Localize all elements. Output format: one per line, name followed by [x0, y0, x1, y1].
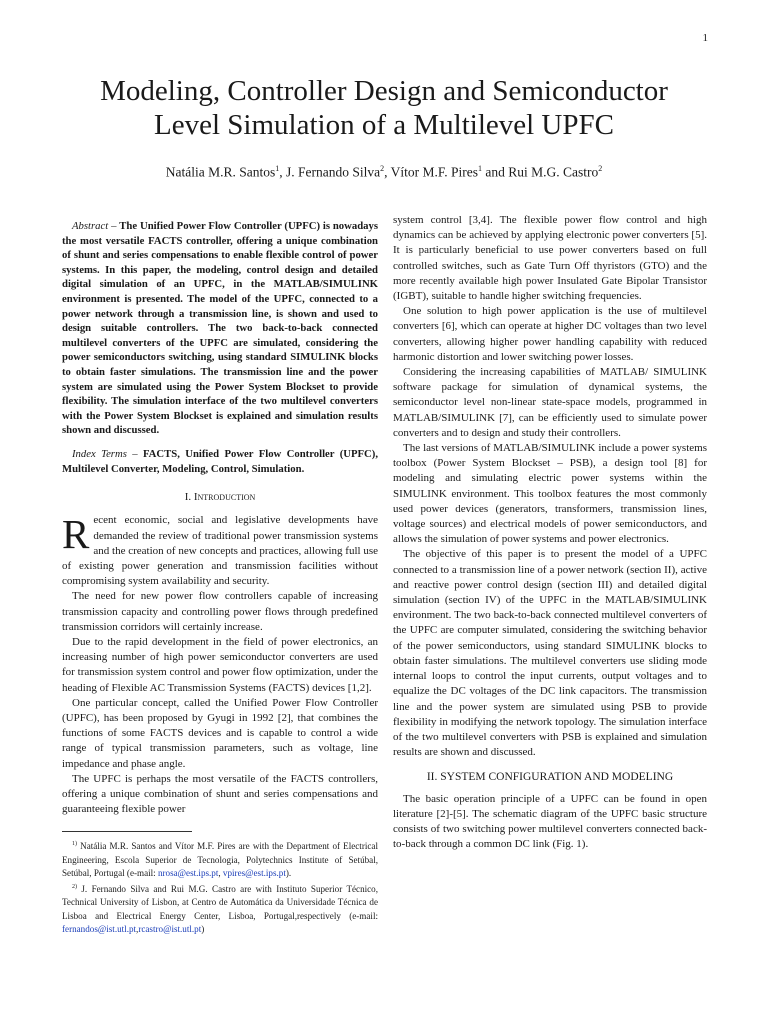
email-link-vpires[interactable]: vpires@est.ips.pt: [222, 868, 286, 879]
footnote-2-sep: ,: [136, 924, 139, 935]
intro-paragraph-3: Due to the rapid development in the field of power electronics, an increasing number of high power semiconductor converters are used for transmission system control and power flow optimization, under the heading of Flexible AC Transmission Systems (FACTS) devices [1,2].: [62, 635, 378, 694]
page-number: 1: [702, 32, 708, 44]
footnote-2: [62, 881, 378, 937]
footnote-2-mark: 2): [72, 883, 77, 890]
index-terms-dash: –: [126, 447, 143, 460]
paper-title: [40, 74, 728, 142]
footnote-1-text: Natália M.R. Santos and Vítor M.F. Pires are with the Department of Electrical Engineering, Escola Superior de Tecnologia, Polytechnics Institute of Setúbal, Setúbal, Portugal (e-mail:: [62, 841, 378, 879]
footnote-2-text: J. Fernando Silva and Rui M.G. Castro are with Instituto Superior Técnico, Technical University of Lisbon, at Centro de Automática da Universidade Técnica de Lisboa and Electrical Energy Center, Lisboa, Portugal,respectively (e-mail:: [62, 883, 378, 921]
title-line-1: Modeling, Controller Design and Semiconductor: [100, 75, 668, 107]
section-1-title: Introduction: [193, 491, 256, 504]
index-terms: [62, 447, 378, 476]
intro-p1-text: ecent economic, social and legislative developments have demanded the review of traditional power transmission systems and the creation of new concepts and practices, allowing full use of existing power generation and transmission facilities without compromising system availability and security.: [62, 514, 378, 588]
abstract-text: The Unified Power Flow Controller (UPFC) is nowadays the most versatile FACTS controller, offering a unique combination of shunt and series compensations to enable flexible control of power systems. In this paper, the modeling, control design and detailed digital simulation of an UPFC, in the MATLAB/SIMULINK environment is presented. The model of the UPFC, connected to a power network through a transmission line, is shown and used to design suitable controllers. The two back-to-back connected multilevel converters of the UPFC are simulated, considering the power semiconductors switching, using standard SIMULINK blocks to obtain faster simulations. The transmission line and the power system are simulated using the Power System Blockset to provide flexibility. The simulation interface of the two multilevel converters with the Power System Blockset is explained and simulation results shown and discussed.: [62, 220, 379, 437]
index-terms-label: Index Terms: [72, 447, 127, 460]
email-link-fernandos[interactable]: fernandos@ist.utl.pt: [62, 924, 137, 935]
author-1-affil: 1: [275, 164, 280, 173]
author-1: Natália M.R. Santos: [165, 164, 276, 180]
right-paragraph-4: The last versions of MATLAB/SIMULINK include a power systems toolbox (Power System Blockset – PSB), a design tool [8] for modeling and simulating electric power systems within the SIMULINK environment. This toolbox features the most commonly used power devices (generators, transformers, transmission lines, voltage sources) and electrical models of power semiconductors, and allows the simulation of power systems and power electronics.: [393, 442, 707, 546]
right-column: [393, 213, 707, 852]
email-link-nrosa[interactable]: nrosa@est.ips.pt: [157, 868, 219, 879]
right-paragraph-6: The basic operation principle of a UPFC can be found in open literature [2]-[5]. The schematic diagram of the UPFC basic structure consists of two switching power multilevel converters connected back-to-back through a common DC link (Fig. 1).: [393, 792, 707, 851]
author-3: , Vítor M.F. Pires: [384, 164, 479, 180]
author-2: , J. Fernando Silva: [279, 164, 381, 180]
title-line-2: Level Simulation of a Multilevel UPFC: [154, 109, 614, 141]
right-paragraph-3: Considering the increasing capabilities of MATLAB/ SIMULINK software package for simulation of dynamical systems, the semiconductor level non-linear state-space models, programmed in MATLAB/SIMULINK [7], can be efficiently used to simulate power converters and to design and study their controllers.: [393, 366, 707, 439]
abstract-label: Abstract: [72, 220, 109, 232]
left-column: [62, 219, 378, 937]
section-1-heading: [62, 490, 378, 505]
section-2-heading: II. SYSTEM CONFIGURATION AND MODELING: [426, 771, 674, 784]
footnote-2-end: ): [201, 924, 205, 935]
author-2-affil: 2: [380, 164, 385, 173]
intro-paragraph-2: The need for new power flow controllers capable of increasing transmission capacity and controlling power flows through predefined transmission corridors will certainly increase.: [62, 590, 378, 633]
intro-paragraph-4: One particular concept, called the Unified Power Flow Controller (UPFC), has been proposed by Gyugi in 1992 [2], that combines the functions of some FACTS devices and is capable to control a wide range of typical transmission parameters, such as voltage, line impedance and phase angle.: [62, 696, 378, 770]
author-list: [40, 164, 728, 181]
drop-cap: R: [62, 511, 90, 558]
author-4: and Rui M.G. Castro: [482, 164, 599, 180]
right-paragraph-1: system control [3,4]. The flexible power flow control and high dynamics can be achieved by applying electronic power converters [5]. It is particularly beneficial to use power converters based on full controlled switches, such as Gate Turn Off thyristors (GTO) and the more recently available high power Insulated Gate Bipolar Transistor (IGBT), suitable to handle higher switching frequencies.: [393, 214, 707, 303]
email-link-rcastro[interactable]: rcastro@ist.utl.pt: [138, 924, 202, 935]
intro-paragraph-1: [62, 513, 378, 589]
section-1-number: I.: [184, 491, 194, 504]
footnote-1-end: ).: [285, 868, 292, 879]
abstract-dash: –: [108, 220, 120, 232]
footnote-rule: [62, 831, 192, 832]
author-3-affil: 1: [478, 164, 483, 173]
right-paragraph-2: One solution to high power application is the use of multilevel converters [6], which can operate at higher DC voltages than two level converters, allowing higher power handling capability with reduced harmonic distortion and lower switching power losses.: [393, 305, 707, 363]
index-terms-text: FACTS, Unified Power Flow Controller (UPFC), Multilevel Converter, Modeling, Control, Simulation.: [62, 447, 378, 475]
intro-paragraph-5: The UPFC is perhaps the most versatile of the FACTS controllers, offering a unique combination of shunt and series compensations and guaranteeing flexible power: [62, 772, 378, 816]
footnote-1: [62, 838, 378, 881]
author-4-affil: 2: [598, 164, 603, 173]
abstract: [62, 219, 378, 438]
right-paragraph-5: The objective of this paper is to present the model of a UPFC connected to a transmission line of a power network (section II), active and reactive power control design (section III) and detailed digital simulation (section IV) of the UPFC in the MATLAB/SIMULINK environment. The two back-to-back connected multilevel converters of the UPFC are computer simulated, considering the switching behavior of the power semiconductors, using standard SIMULINK blocks to obtain faster simulations. The multilevel converters use sliding mode internal loops to control the input currents, output voltages and to equalize the DC voltages of the DC link capacitors. The transmission line and the power system are simulated using PSB to provide flexibility in modifying the network topology. The simulation interface of the two multilevel converters with PSB is explained and simulation results are shown and discussed.: [393, 548, 707, 759]
footnote-1-mark: 1): [72, 841, 77, 848]
footnote-1-sep: ,: [218, 868, 223, 879]
